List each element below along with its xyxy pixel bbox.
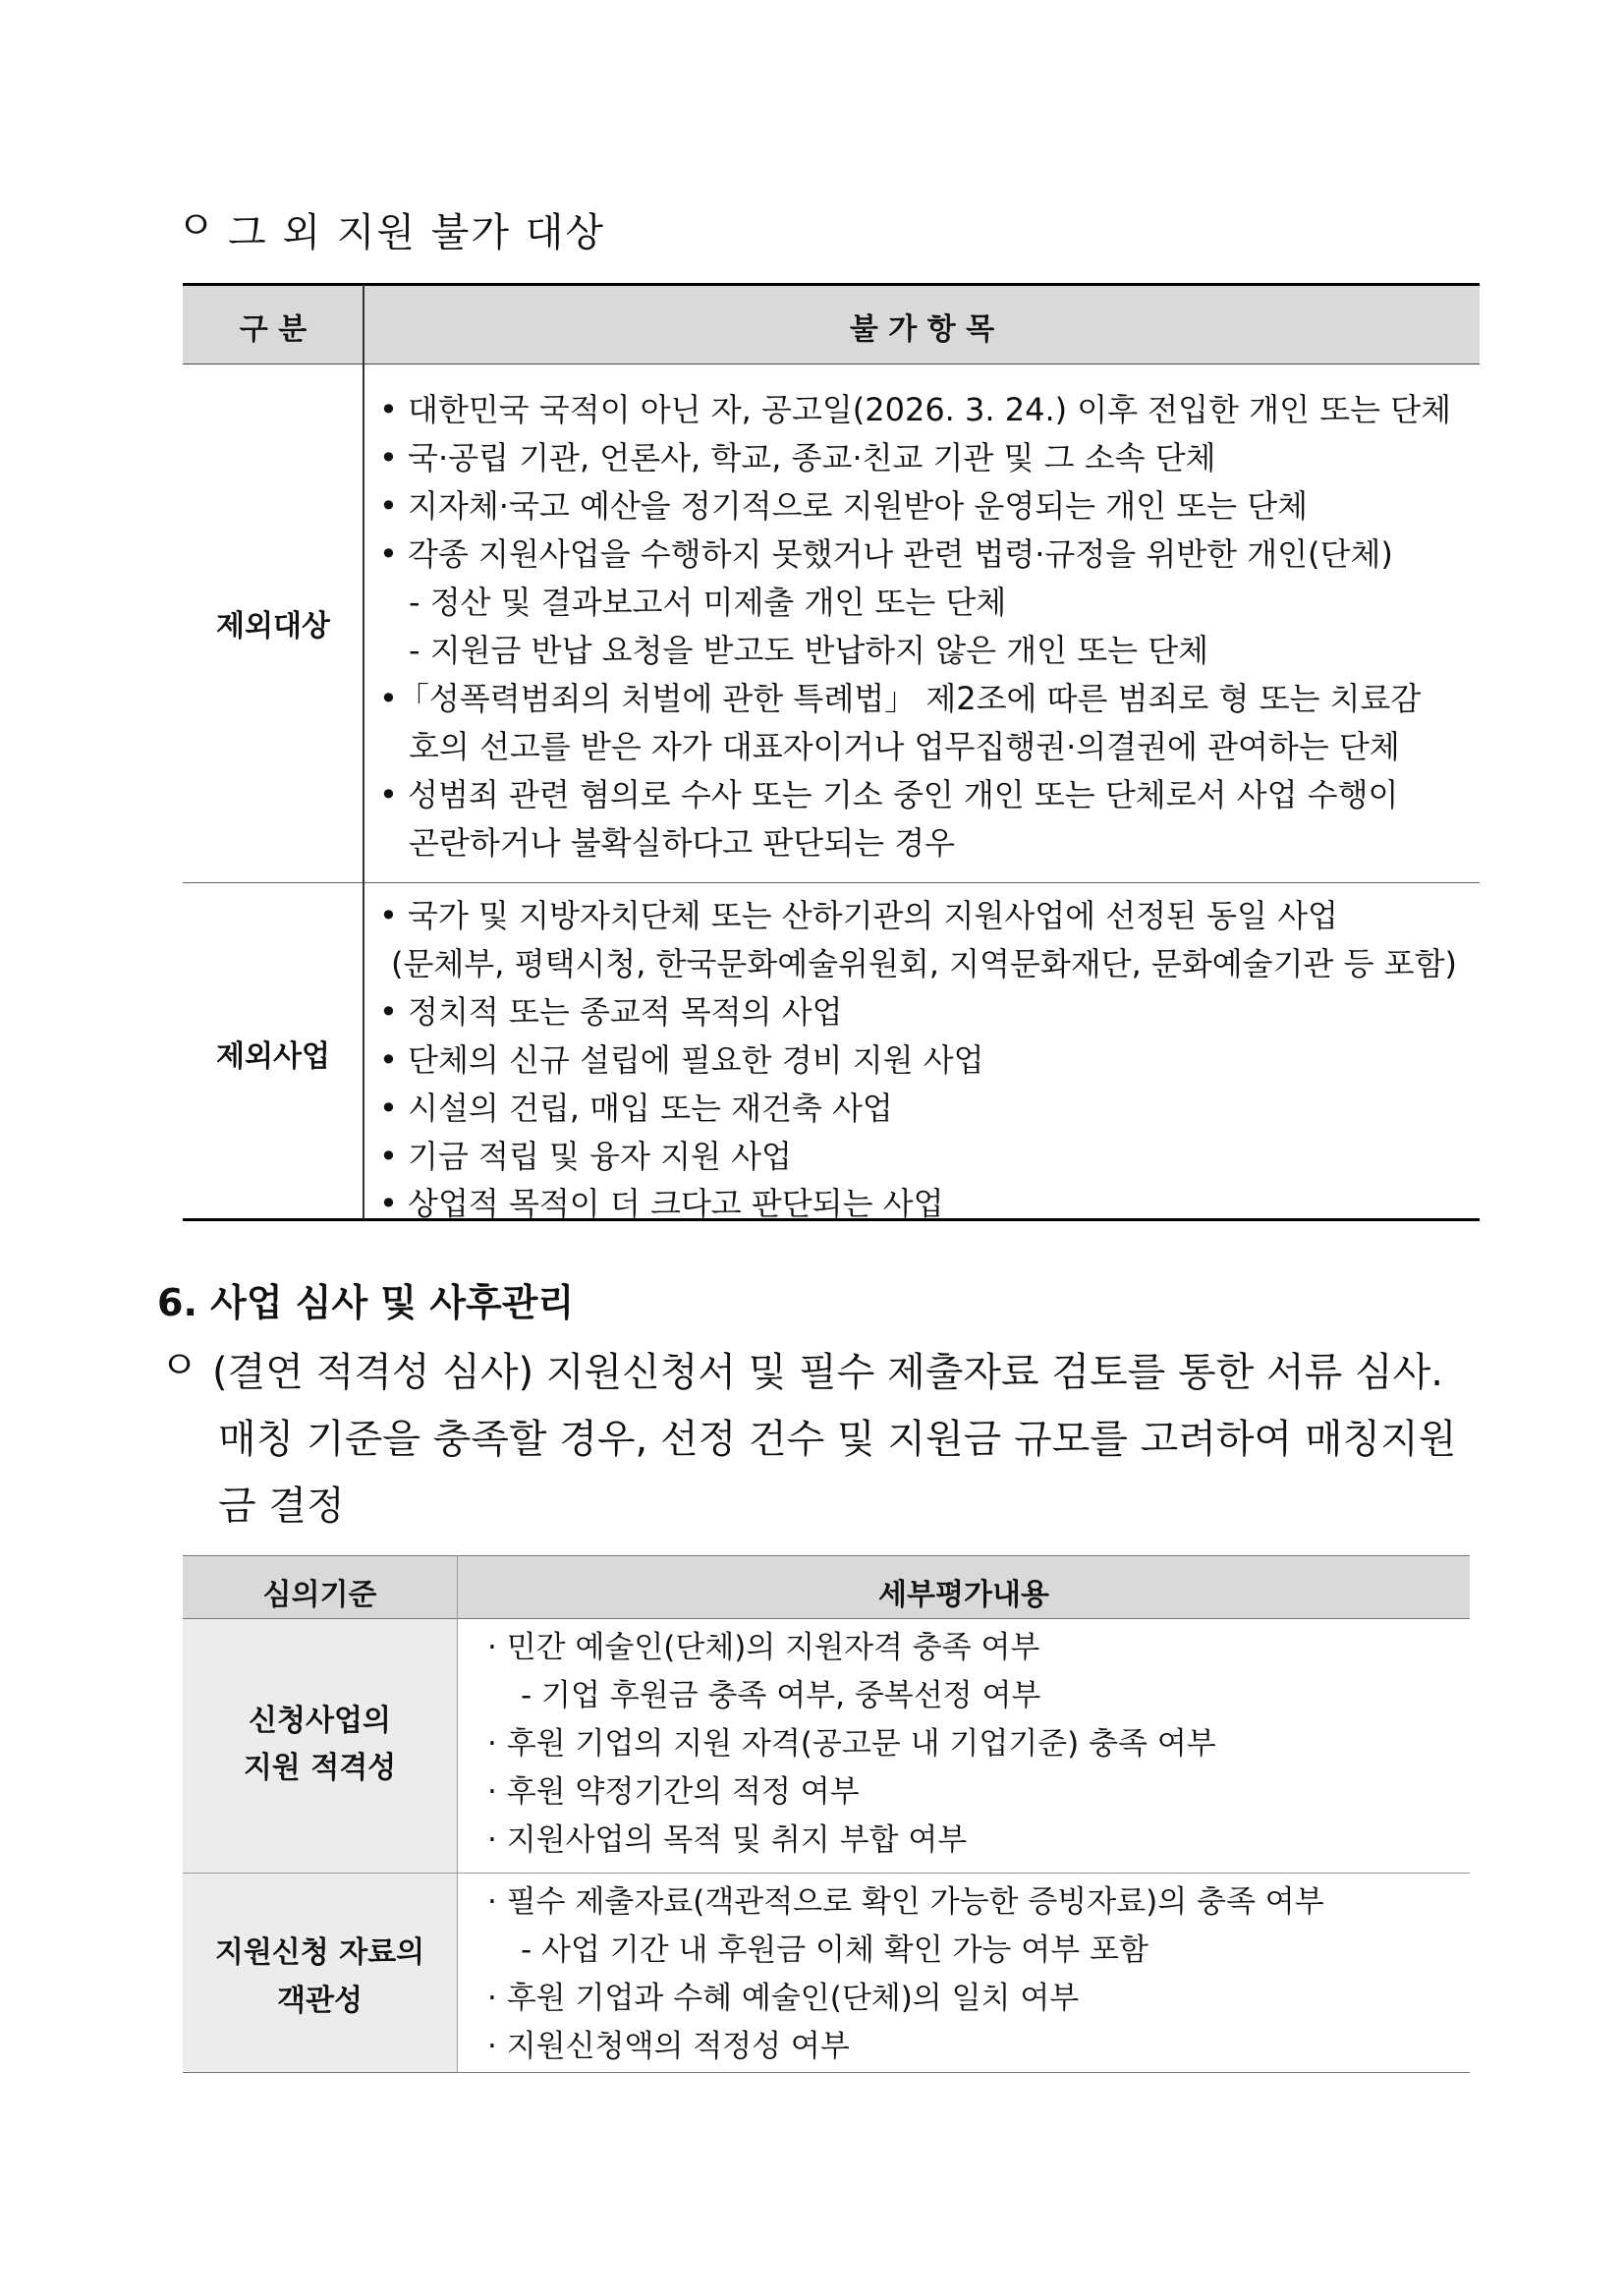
- table-top-border: [183, 283, 1480, 286]
- list-item: • 지자체·국고 예산을 정기적으로 지원받아 운영되는 개인 또는 단체: [379, 487, 1309, 525]
- list-subitem: - 기업 후원금 충족 여부, 중복선정 여부: [521, 1678, 1041, 1713]
- criteria-eligibility: 신청사업의: [249, 1704, 391, 1738]
- list-subitem: - 지원금 반납 요청을 받고도 반납하지 않은 개인 또는 단체: [409, 632, 1209, 669]
- paragraph-line: 금 결정: [218, 1484, 345, 1529]
- list-item: • 기금 적립 및 융자 지원 사업: [379, 1138, 792, 1175]
- list-item: · 후원 약정기간의 적정 여부: [487, 1774, 860, 1810]
- list-subitem: - 정산 및 결과보고서 미제출 개인 또는 단체: [409, 584, 1007, 621]
- list-item: • 시설의 건립, 매입 또는 재건축 사업: [379, 1090, 893, 1127]
- list-item: · 후원 기업과 수혜 예술인(단체)의 일치 여부: [487, 1981, 1080, 2016]
- table-header-divider: [183, 1618, 1470, 1619]
- header-category: 구 분: [239, 312, 308, 347]
- paragraph-line: 매칭 기준을 충족할 경우, 선정 건수 및 지원금 규모를 고려하여 매칭지원: [218, 1417, 1457, 1462]
- table-row-divider: [183, 1873, 1470, 1874]
- header-criteria: 심의기준: [262, 1578, 377, 1612]
- list-item: • 국가 및 지방자치단체 또는 산하기관의 지원사업에 선정된 동일 사업: [379, 897, 1338, 934]
- list-item: • 각종 지원사업을 수행하지 못했거나 관련 법령·규정을 위반한 개인(단체): [379, 535, 1393, 573]
- list-subitem: - 사업 기간 내 후원금 이체 확인 가능 여부 포함: [521, 1932, 1148, 1968]
- header-items: 불 가 항 목: [849, 312, 995, 347]
- list-item: • 상업적 목적이 더 크다고 판단되는 사업: [379, 1185, 944, 1222]
- list-item: • 대한민국 국적이 아닌 자, 공고일(2026. 3. 24.) 이후 전입한 개인 또는 단체: [379, 391, 1451, 428]
- table-column-divider: [363, 285, 364, 1219]
- section-heading: 그 외 지원 불가 대상: [228, 210, 605, 255]
- list-item: · 지원신청액의 적정성 여부: [487, 2029, 850, 2064]
- list-item: • 정치적 또는 종교적 목적의 사업: [379, 993, 843, 1031]
- criteria-objectivity: 지원신청 자료의: [214, 1935, 425, 1970]
- list-item: • 성범죄 관련 혐의로 수사 또는 기소 중인 개인 또는 단체로서 사업 수행이: [379, 776, 1399, 813]
- paragraph-line: (결연 적격성 심사) 지원신청서 및 필수 제출자료 검토를 통한 서류 심사.: [212, 1350, 1443, 1395]
- table-bottom-border: [183, 2072, 1470, 2073]
- list-item: · 민간 예술인(단체)의 지원자격 충족 여부: [487, 1630, 1040, 1665]
- list-item: •「성폭력범죄의 처벌에 관한 특례법」 제2조에 따른 범죄로 형 또는 치료감: [379, 680, 1422, 717]
- list-item: · 지원사업의 목적 및 취지 부합 여부: [487, 1822, 968, 1858]
- category-excluded-targets: 제외대상: [216, 609, 330, 644]
- criteria-objectivity: 객관성: [277, 1984, 363, 2018]
- header-details: 세부평가내용: [878, 1578, 1049, 1612]
- section-6-title: 6. 사업 심사 및 사후관리: [157, 1281, 575, 1324]
- list-item-continuation: (문체부, 평택시청, 한국문화예술위원회, 지역문화재단, 문화예술기관 등 포함): [391, 945, 1457, 982]
- circle-bullet: ㅇ: [177, 203, 215, 249]
- circle-bullet: ㅇ: [160, 1343, 198, 1388]
- category-excluded-projects: 제외사업: [216, 1039, 330, 1074]
- table-top-border: [183, 1555, 1470, 1556]
- table-row-divider: [183, 882, 1480, 883]
- table-column-divider: [457, 1555, 458, 2073]
- list-item: • 단체의 신규 설립에 필요한 경비 지원 사업: [379, 1041, 984, 1079]
- list-item-continuation: 곤란하거나 불확실하다고 판단되는 경우: [409, 824, 956, 862]
- list-item: · 후원 기업의 지원 자격(공고문 내 기업기준) 충족 여부: [487, 1726, 1216, 1762]
- list-item-continuation: 호의 선고를 받은 자가 대표자이거나 업무집행권·의결권에 관여하는 단체: [409, 728, 1400, 765]
- list-item: · 필수 제출자료(객관적으로 확인 가능한 증빙자료)의 충족 여부: [487, 1884, 1324, 1920]
- criteria-eligibility: 지원 적격성: [243, 1751, 397, 1785]
- list-item: • 국·공립 기관, 언론사, 학교, 종교·친교 기관 및 그 소속 단체: [379, 439, 1216, 476]
